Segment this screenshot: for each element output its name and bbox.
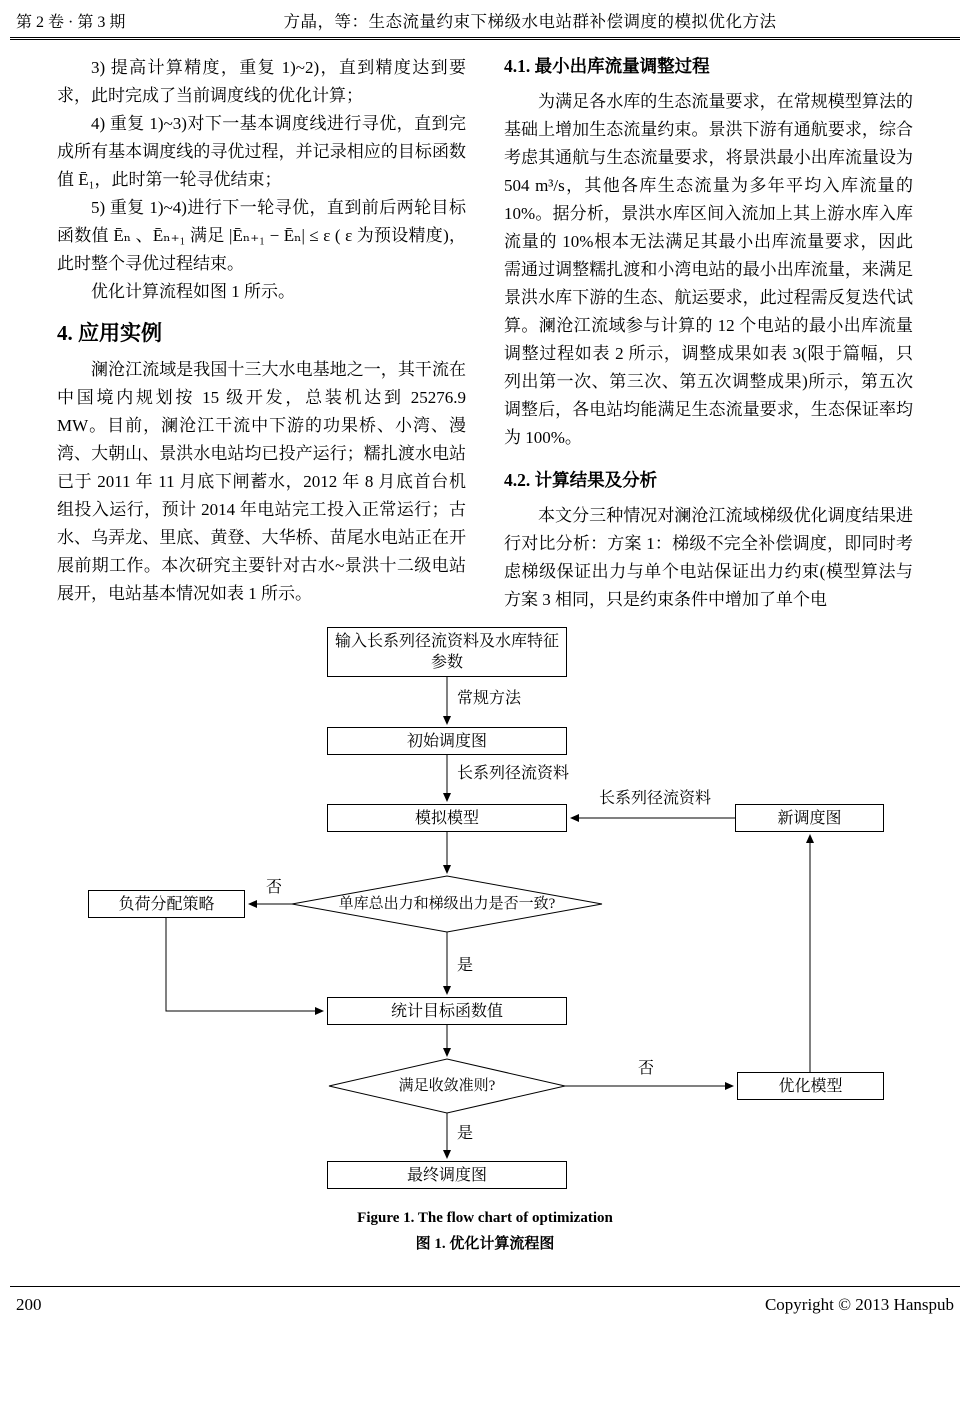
section-4-paragraph: 澜沧江流域是我国十三大水电基地之一，其干流在中国境内规划按 15 级开发，总装机达到 25276.9 MW。目前，澜沧江干流中下游的功果桥、小湾、漫湾、大朝山、景洪水电站均已投产运行；糯扎渡水电站已于 2011 年 11 月底下闸蓄水，2012 年 8 月底首台机组投入运行，预计 2014 年电站完工投入正常运行；古水、乌弄龙、里底、黄登、大华桥、苗尾水电站正在开展前期工作。本次研究主要针对古水~景洪十二级电站展开，电站基本情况如表 1 所示。 — [57, 360, 466, 603]
flow-label-runoff-series-2: 长系列径流资料 — [598, 790, 711, 807]
flow-label-no-2: 否 — [638, 1060, 655, 1077]
flow-decision-convergence: 满足收敛准则? — [398, 1078, 496, 1094]
flow-box-input-data: 输入长系列径流资料及水库特征参数 — [327, 627, 567, 677]
figure-caption-en: Figure 1. The flow chart of optimization — [357, 1210, 613, 1226]
page-number: 200 — [16, 1295, 42, 1314]
flow-box-load-distribution: 负荷分配策略 — [88, 890, 245, 918]
section-41-heading: 4.1. 最小出库流量调整过程 — [504, 56, 710, 76]
copyright-notice: Copyright © 2013 Hanspub — [764, 1295, 954, 1314]
flow-box-final-schedule: 最终调度图 — [327, 1161, 567, 1189]
page-header — [10, 0, 960, 40]
right-column — [504, 54, 913, 614]
flow-label-conventional-method: 常规方法 — [457, 690, 522, 707]
flow-label-no-1: 否 — [266, 879, 283, 896]
flow-box-simulation-model: 模拟模型 — [327, 804, 567, 832]
figure-caption-cn: 图 1. 优化计算流程图 — [415, 1236, 555, 1252]
section-42-heading: 4.2. 计算结果及分析 — [504, 470, 658, 490]
journal-issue: 第 2 卷 · 第 3 期 — [16, 14, 126, 31]
flow-box-objective-statistics: 统计目标函数值 — [327, 997, 567, 1025]
flow-box-new-schedule: 新调度图 — [735, 804, 884, 832]
list-item-5: 5) 重复 1)~4)进行下一轮寻优，直到前后两轮目标函数值 Ēₙ 、Ēₙ₊₁ 满足 |Ēₙ₊₁ − Ēₙ| ≤ ε ( ε 为预设精度)，此时整个寻优过程结束。 — [57, 198, 466, 273]
flow-box-initial-schedule: 初始调度图 — [327, 727, 567, 755]
flow-label-yes-1: 是 — [457, 957, 474, 974]
left-column — [57, 54, 466, 614]
running-title: 方晶，等：生态流量约束下梯级水电站群补偿调度的模拟优化方法 — [283, 12, 777, 31]
flow-label-yes-2: 是 — [457, 1125, 474, 1142]
section-42-paragraph: 本文分三种情况对澜沧江流域梯级优化调度结果进行对比分析：方案 1：梯级不完全补偿调度，即同时考虑梯级保证出力与单个电站保证出力约束(模型算法与方案 3 相同，只是约束条件中增加了单个电 — [504, 506, 913, 609]
section-4-heading: 4. 应用实例 — [57, 321, 162, 345]
list-item-3: 3) 提高计算精度，重复 1)~2)，直到精度达到要求，此时完成了当前调度线的优化计算； — [57, 58, 466, 105]
list-item-4: 4) 重复 1)~3)对下一基本调度线进行寻优，直到完成所有基本调度线的寻优过程，并记录相应的目标函数值 Ē₁，此时第一轮寻优结束； — [57, 114, 466, 189]
article-body — [0, 40, 970, 614]
flow-note: 优化计算流程如图 1 所示。 — [91, 282, 295, 301]
section-41-paragraph: 为满足各水库的生态流量要求，在常规模型算法的基础上增加生态流量约束。景洪下游有通航要求，综合考虑其通航与生态流量要求，将景洪最小出库流量设为 504 m³/s，其他各库生态流量为多年平均入库流量的 10%。据分析，景洪水库区间入流加上其上游水库入库流量的 10%根本无法满足其最小出库流量要求，因此需通过调整糯扎渡和小湾电站的最小出库流量，来满足景洪水库下游的生态、航运要求，此过程需反复迭代试算。澜沧江流域参与计算的 12 个电站的最小出库流量调整过程如表 2 所示，调整成果如表 3(限于篇幅，只列出第一次、第三次、第五次调整成果)所示，第五次调整后，各电站均能满足生态流量要求，生态保证率均为 100%。 — [504, 92, 913, 447]
flow-label-runoff-series-1: 长系列径流资料 — [457, 765, 570, 782]
page-footer — [10, 1286, 960, 1315]
figure-1-flowchart — [0, 624, 970, 1272]
flow-box-optimization-model: 优化模型 — [737, 1072, 884, 1100]
flow-decision-output-consistent: 单库总出力和梯级出力是否一致? — [338, 896, 556, 912]
